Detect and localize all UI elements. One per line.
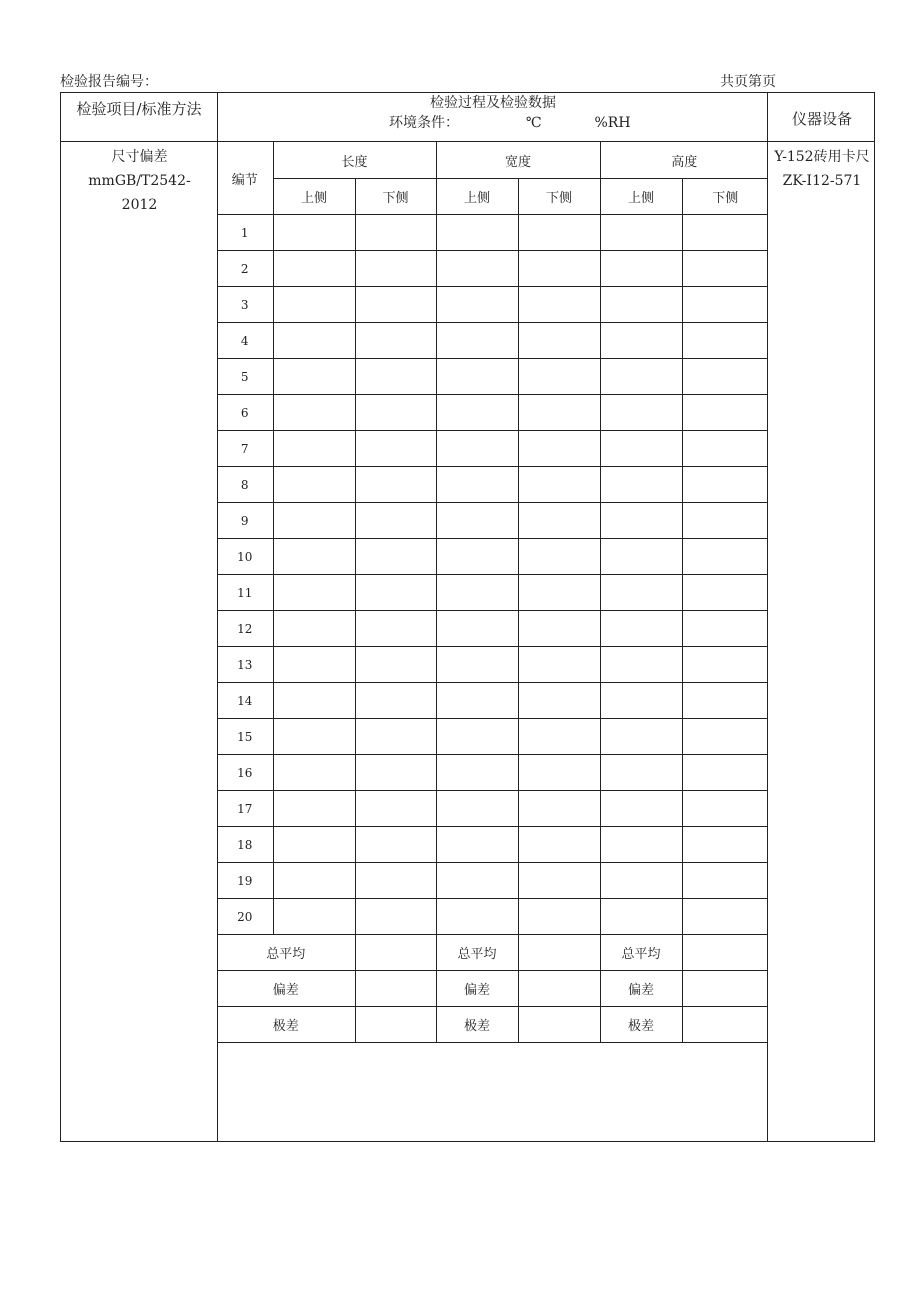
summary-range-length-cell[interactable] bbox=[355, 1007, 436, 1043]
row-index: 12 bbox=[217, 611, 273, 647]
row-index: 4 bbox=[217, 323, 273, 359]
length-upper-cell[interactable] bbox=[273, 791, 355, 827]
table-row bbox=[217, 503, 768, 539]
height-upper-cell[interactable] bbox=[600, 575, 682, 611]
width-lower-cell[interactable] bbox=[518, 683, 600, 719]
width-lower-cell[interactable] bbox=[518, 431, 600, 467]
width-lower-cell[interactable] bbox=[518, 323, 600, 359]
width-upper-cell[interactable] bbox=[436, 827, 518, 863]
width-lower-cell[interactable] bbox=[518, 251, 600, 287]
summary-avg-label-width: 总平均 bbox=[436, 935, 518, 971]
inspection-method bbox=[61, 145, 218, 217]
width-upper-cell[interactable] bbox=[436, 647, 518, 683]
inspection-form bbox=[60, 92, 875, 1142]
width-upper-cell[interactable] bbox=[436, 791, 518, 827]
height-lower-cell[interactable] bbox=[682, 287, 768, 323]
equipment-line-2: ZK-I12-571 bbox=[782, 173, 862, 189]
width-upper-cell[interactable] bbox=[436, 539, 518, 575]
length-upper-header: 上侧 bbox=[273, 179, 355, 215]
method-line-2: 2012 bbox=[121, 197, 158, 213]
length-lower-cell[interactable] bbox=[355, 611, 436, 647]
equipment-line-1: Y-152砖用卡尺 bbox=[774, 149, 870, 165]
method-line-1: 尺寸偏差mmGB/T2542- bbox=[88, 149, 191, 189]
width-upper-cell[interactable] bbox=[436, 899, 518, 935]
width-upper-cell[interactable] bbox=[436, 683, 518, 719]
table-row bbox=[217, 899, 768, 935]
length-upper-cell[interactable] bbox=[273, 611, 355, 647]
measurement-table bbox=[217, 142, 768, 1043]
length-lower-cell[interactable] bbox=[355, 503, 436, 539]
height-lower-cell[interactable] bbox=[682, 899, 768, 935]
width-lower-cell[interactable] bbox=[518, 575, 600, 611]
summary-dev-label-length: 偏差 bbox=[217, 971, 355, 1007]
length-lower-header: 下侧 bbox=[355, 179, 436, 215]
table-row bbox=[217, 359, 768, 395]
group-length: 长度 bbox=[273, 142, 436, 179]
height-lower-cell[interactable] bbox=[682, 503, 768, 539]
length-lower-cell[interactable] bbox=[355, 359, 436, 395]
summary-avg-label-length: 总平均 bbox=[217, 935, 355, 971]
length-lower-cell[interactable] bbox=[355, 215, 436, 251]
row-index: 7 bbox=[217, 431, 273, 467]
height-upper-cell[interactable] bbox=[600, 359, 682, 395]
height-lower-cell[interactable] bbox=[682, 827, 768, 863]
row-index: 10 bbox=[217, 539, 273, 575]
width-lower-cell[interactable] bbox=[518, 611, 600, 647]
length-upper-cell[interactable] bbox=[273, 287, 355, 323]
height-lower-cell[interactable] bbox=[682, 575, 768, 611]
length-upper-cell[interactable] bbox=[273, 755, 355, 791]
table-row bbox=[217, 719, 768, 755]
height-upper-cell[interactable] bbox=[600, 719, 682, 755]
row-index: 20 bbox=[217, 899, 273, 935]
length-lower-cell[interactable] bbox=[355, 827, 436, 863]
width-upper-cell[interactable] bbox=[436, 323, 518, 359]
index-header: 编节 bbox=[217, 142, 273, 215]
item-method-heading: 检验项目/标准方法 bbox=[76, 100, 202, 118]
env-temp-unit: ℃ bbox=[525, 115, 542, 131]
height-lower-cell[interactable] bbox=[682, 395, 768, 431]
width-lower-cell[interactable] bbox=[518, 215, 600, 251]
equipment-heading: 仪器设备 bbox=[791, 110, 852, 128]
width-upper-cell[interactable] bbox=[436, 287, 518, 323]
length-upper-cell[interactable] bbox=[273, 251, 355, 287]
height-upper-cell[interactable] bbox=[600, 539, 682, 575]
length-upper-cell[interactable] bbox=[273, 647, 355, 683]
length-lower-cell[interactable] bbox=[355, 647, 436, 683]
height-upper-cell[interactable] bbox=[600, 431, 682, 467]
length-upper-cell[interactable] bbox=[273, 467, 355, 503]
width-lower-cell[interactable] bbox=[518, 791, 600, 827]
row-index: 1 bbox=[217, 215, 273, 251]
width-upper-cell[interactable] bbox=[436, 611, 518, 647]
width-lower-cell[interactable] bbox=[518, 647, 600, 683]
summary-range-height-cell[interactable] bbox=[682, 1007, 768, 1043]
height-lower-cell[interactable] bbox=[682, 251, 768, 287]
width-upper-cell[interactable] bbox=[436, 431, 518, 467]
length-upper-cell[interactable] bbox=[273, 863, 355, 899]
height-lower-header: 下侧 bbox=[682, 179, 768, 215]
length-lower-cell[interactable] bbox=[355, 251, 436, 287]
length-upper-cell[interactable] bbox=[273, 395, 355, 431]
width-upper-cell[interactable] bbox=[436, 251, 518, 287]
table-row bbox=[217, 611, 768, 647]
length-lower-cell[interactable] bbox=[355, 719, 436, 755]
width-upper-cell[interactable] bbox=[436, 395, 518, 431]
summary-avg-height-cell[interactable] bbox=[682, 935, 768, 971]
height-upper-cell[interactable] bbox=[600, 791, 682, 827]
width-lower-cell[interactable] bbox=[518, 827, 600, 863]
summary-range-width-cell[interactable] bbox=[518, 1007, 600, 1043]
environment-conditions bbox=[389, 114, 631, 132]
row-index: 2 bbox=[217, 251, 273, 287]
height-lower-cell[interactable] bbox=[682, 791, 768, 827]
table-row bbox=[217, 827, 768, 863]
table-row bbox=[217, 791, 768, 827]
width-lower-cell[interactable] bbox=[518, 863, 600, 899]
length-upper-cell[interactable] bbox=[273, 539, 355, 575]
length-upper-cell[interactable] bbox=[273, 827, 355, 863]
width-upper-cell[interactable] bbox=[436, 215, 518, 251]
length-lower-cell[interactable] bbox=[355, 431, 436, 467]
summary-avg-label-height: 总平均 bbox=[600, 935, 682, 971]
equipment-info bbox=[768, 145, 876, 193]
width-lower-cell[interactable] bbox=[518, 287, 600, 323]
row-index: 8 bbox=[217, 467, 273, 503]
table-row bbox=[217, 431, 768, 467]
summary-dev-length-cell[interactable] bbox=[355, 971, 436, 1007]
length-upper-cell[interactable] bbox=[273, 683, 355, 719]
width-upper-cell[interactable] bbox=[436, 359, 518, 395]
height-lower-cell[interactable] bbox=[682, 719, 768, 755]
length-upper-cell[interactable] bbox=[273, 575, 355, 611]
width-lower-cell[interactable] bbox=[518, 395, 600, 431]
table-row bbox=[217, 755, 768, 791]
length-lower-cell[interactable] bbox=[355, 467, 436, 503]
table-row bbox=[217, 539, 768, 575]
length-lower-cell[interactable] bbox=[355, 539, 436, 575]
length-lower-cell[interactable] bbox=[355, 791, 436, 827]
height-upper-cell[interactable] bbox=[600, 467, 682, 503]
width-lower-cell[interactable] bbox=[518, 467, 600, 503]
summary-range-label-height: 极差 bbox=[600, 1007, 682, 1043]
summary-range-label-width: 极差 bbox=[436, 1007, 518, 1043]
width-upper-cell[interactable] bbox=[436, 863, 518, 899]
group-width: 宽度 bbox=[436, 142, 600, 179]
table-row bbox=[217, 395, 768, 431]
row-index: 6 bbox=[217, 395, 273, 431]
length-lower-cell[interactable] bbox=[355, 395, 436, 431]
summary-dev-width-cell[interactable] bbox=[518, 971, 600, 1007]
height-upper-cell[interactable] bbox=[600, 287, 682, 323]
summary-avg-width-cell[interactable] bbox=[518, 935, 600, 971]
process-data-heading: 检验过程及检验数据 bbox=[430, 95, 556, 111]
height-upper-cell[interactable] bbox=[600, 395, 682, 431]
row-index: 14 bbox=[217, 683, 273, 719]
table-row bbox=[217, 863, 768, 899]
height-upper-cell[interactable] bbox=[600, 503, 682, 539]
summary-dev-label-height: 偏差 bbox=[600, 971, 682, 1007]
table-row bbox=[217, 467, 768, 503]
width-lower-cell[interactable] bbox=[518, 899, 600, 935]
height-lower-cell[interactable] bbox=[682, 683, 768, 719]
table-row bbox=[217, 287, 768, 323]
summary-range-label-length: 极差 bbox=[217, 1007, 355, 1043]
width-upper-cell[interactable] bbox=[436, 503, 518, 539]
width-upper-cell[interactable] bbox=[436, 575, 518, 611]
width-lower-cell[interactable] bbox=[518, 359, 600, 395]
width-lower-header: 下侧 bbox=[518, 179, 600, 215]
height-lower-cell[interactable] bbox=[682, 215, 768, 251]
height-lower-cell[interactable] bbox=[682, 431, 768, 467]
table-row bbox=[217, 251, 768, 287]
width-lower-cell[interactable] bbox=[518, 719, 600, 755]
report-number-label: 检验报告编号： bbox=[60, 74, 158, 90]
length-upper-cell[interactable] bbox=[273, 431, 355, 467]
height-upper-cell[interactable] bbox=[600, 755, 682, 791]
width-lower-cell[interactable] bbox=[518, 755, 600, 791]
row-index: 5 bbox=[217, 359, 273, 395]
height-upper-cell[interactable] bbox=[600, 323, 682, 359]
height-lower-cell[interactable] bbox=[682, 323, 768, 359]
length-lower-cell[interactable] bbox=[355, 323, 436, 359]
width-lower-cell[interactable] bbox=[518, 539, 600, 575]
height-lower-cell[interactable] bbox=[682, 359, 768, 395]
height-upper-cell[interactable] bbox=[600, 683, 682, 719]
table-row bbox=[217, 323, 768, 359]
row-index: 17 bbox=[217, 791, 273, 827]
table-row bbox=[217, 575, 768, 611]
summary-dev-height-cell[interactable] bbox=[682, 971, 768, 1007]
width-upper-cell[interactable] bbox=[436, 755, 518, 791]
length-lower-cell[interactable] bbox=[355, 755, 436, 791]
width-upper-header: 上侧 bbox=[436, 179, 518, 215]
height-upper-cell[interactable] bbox=[600, 215, 682, 251]
length-lower-cell[interactable] bbox=[355, 287, 436, 323]
row-index: 11 bbox=[217, 575, 273, 611]
height-upper-cell[interactable] bbox=[600, 863, 682, 899]
width-upper-cell[interactable] bbox=[436, 467, 518, 503]
width-lower-cell[interactable] bbox=[518, 503, 600, 539]
row-index: 13 bbox=[217, 647, 273, 683]
row-index: 18 bbox=[217, 827, 273, 863]
env-rh-unit: %RH bbox=[594, 115, 631, 131]
height-upper-cell[interactable] bbox=[600, 611, 682, 647]
height-upper-cell[interactable] bbox=[600, 251, 682, 287]
table-row bbox=[217, 215, 768, 251]
row-index: 9 bbox=[217, 503, 273, 539]
length-lower-cell[interactable] bbox=[355, 683, 436, 719]
row-index: 15 bbox=[217, 719, 273, 755]
height-lower-cell[interactable] bbox=[682, 755, 768, 791]
length-lower-cell[interactable] bbox=[355, 899, 436, 935]
length-lower-cell[interactable] bbox=[355, 575, 436, 611]
height-upper-cell[interactable] bbox=[600, 827, 682, 863]
length-upper-cell[interactable] bbox=[273, 323, 355, 359]
length-upper-cell[interactable] bbox=[273, 503, 355, 539]
height-upper-header: 上侧 bbox=[600, 179, 682, 215]
length-upper-cell[interactable] bbox=[273, 899, 355, 935]
height-lower-cell[interactable] bbox=[682, 467, 768, 503]
length-upper-cell[interactable] bbox=[273, 719, 355, 755]
table-row bbox=[217, 683, 768, 719]
height-lower-cell[interactable] bbox=[682, 863, 768, 899]
height-upper-cell[interactable] bbox=[600, 899, 682, 935]
height-lower-cell[interactable] bbox=[682, 539, 768, 575]
summary-dev-label-width: 偏差 bbox=[436, 971, 518, 1007]
height-lower-cell[interactable] bbox=[682, 611, 768, 647]
row-index: 19 bbox=[217, 863, 273, 899]
env-label: 环境条件： bbox=[389, 115, 459, 131]
page-count-label: 共页第页 bbox=[720, 74, 776, 90]
width-upper-cell[interactable] bbox=[436, 719, 518, 755]
row-index: 16 bbox=[217, 755, 273, 791]
length-lower-cell[interactable] bbox=[355, 863, 436, 899]
summary-avg-length-cell[interactable] bbox=[355, 935, 436, 971]
table-row bbox=[217, 647, 768, 683]
length-upper-cell[interactable] bbox=[273, 215, 355, 251]
height-lower-cell[interactable] bbox=[682, 647, 768, 683]
height-upper-cell[interactable] bbox=[600, 647, 682, 683]
length-upper-cell[interactable] bbox=[273, 359, 355, 395]
row-index: 3 bbox=[217, 287, 273, 323]
group-height: 高度 bbox=[600, 142, 768, 179]
